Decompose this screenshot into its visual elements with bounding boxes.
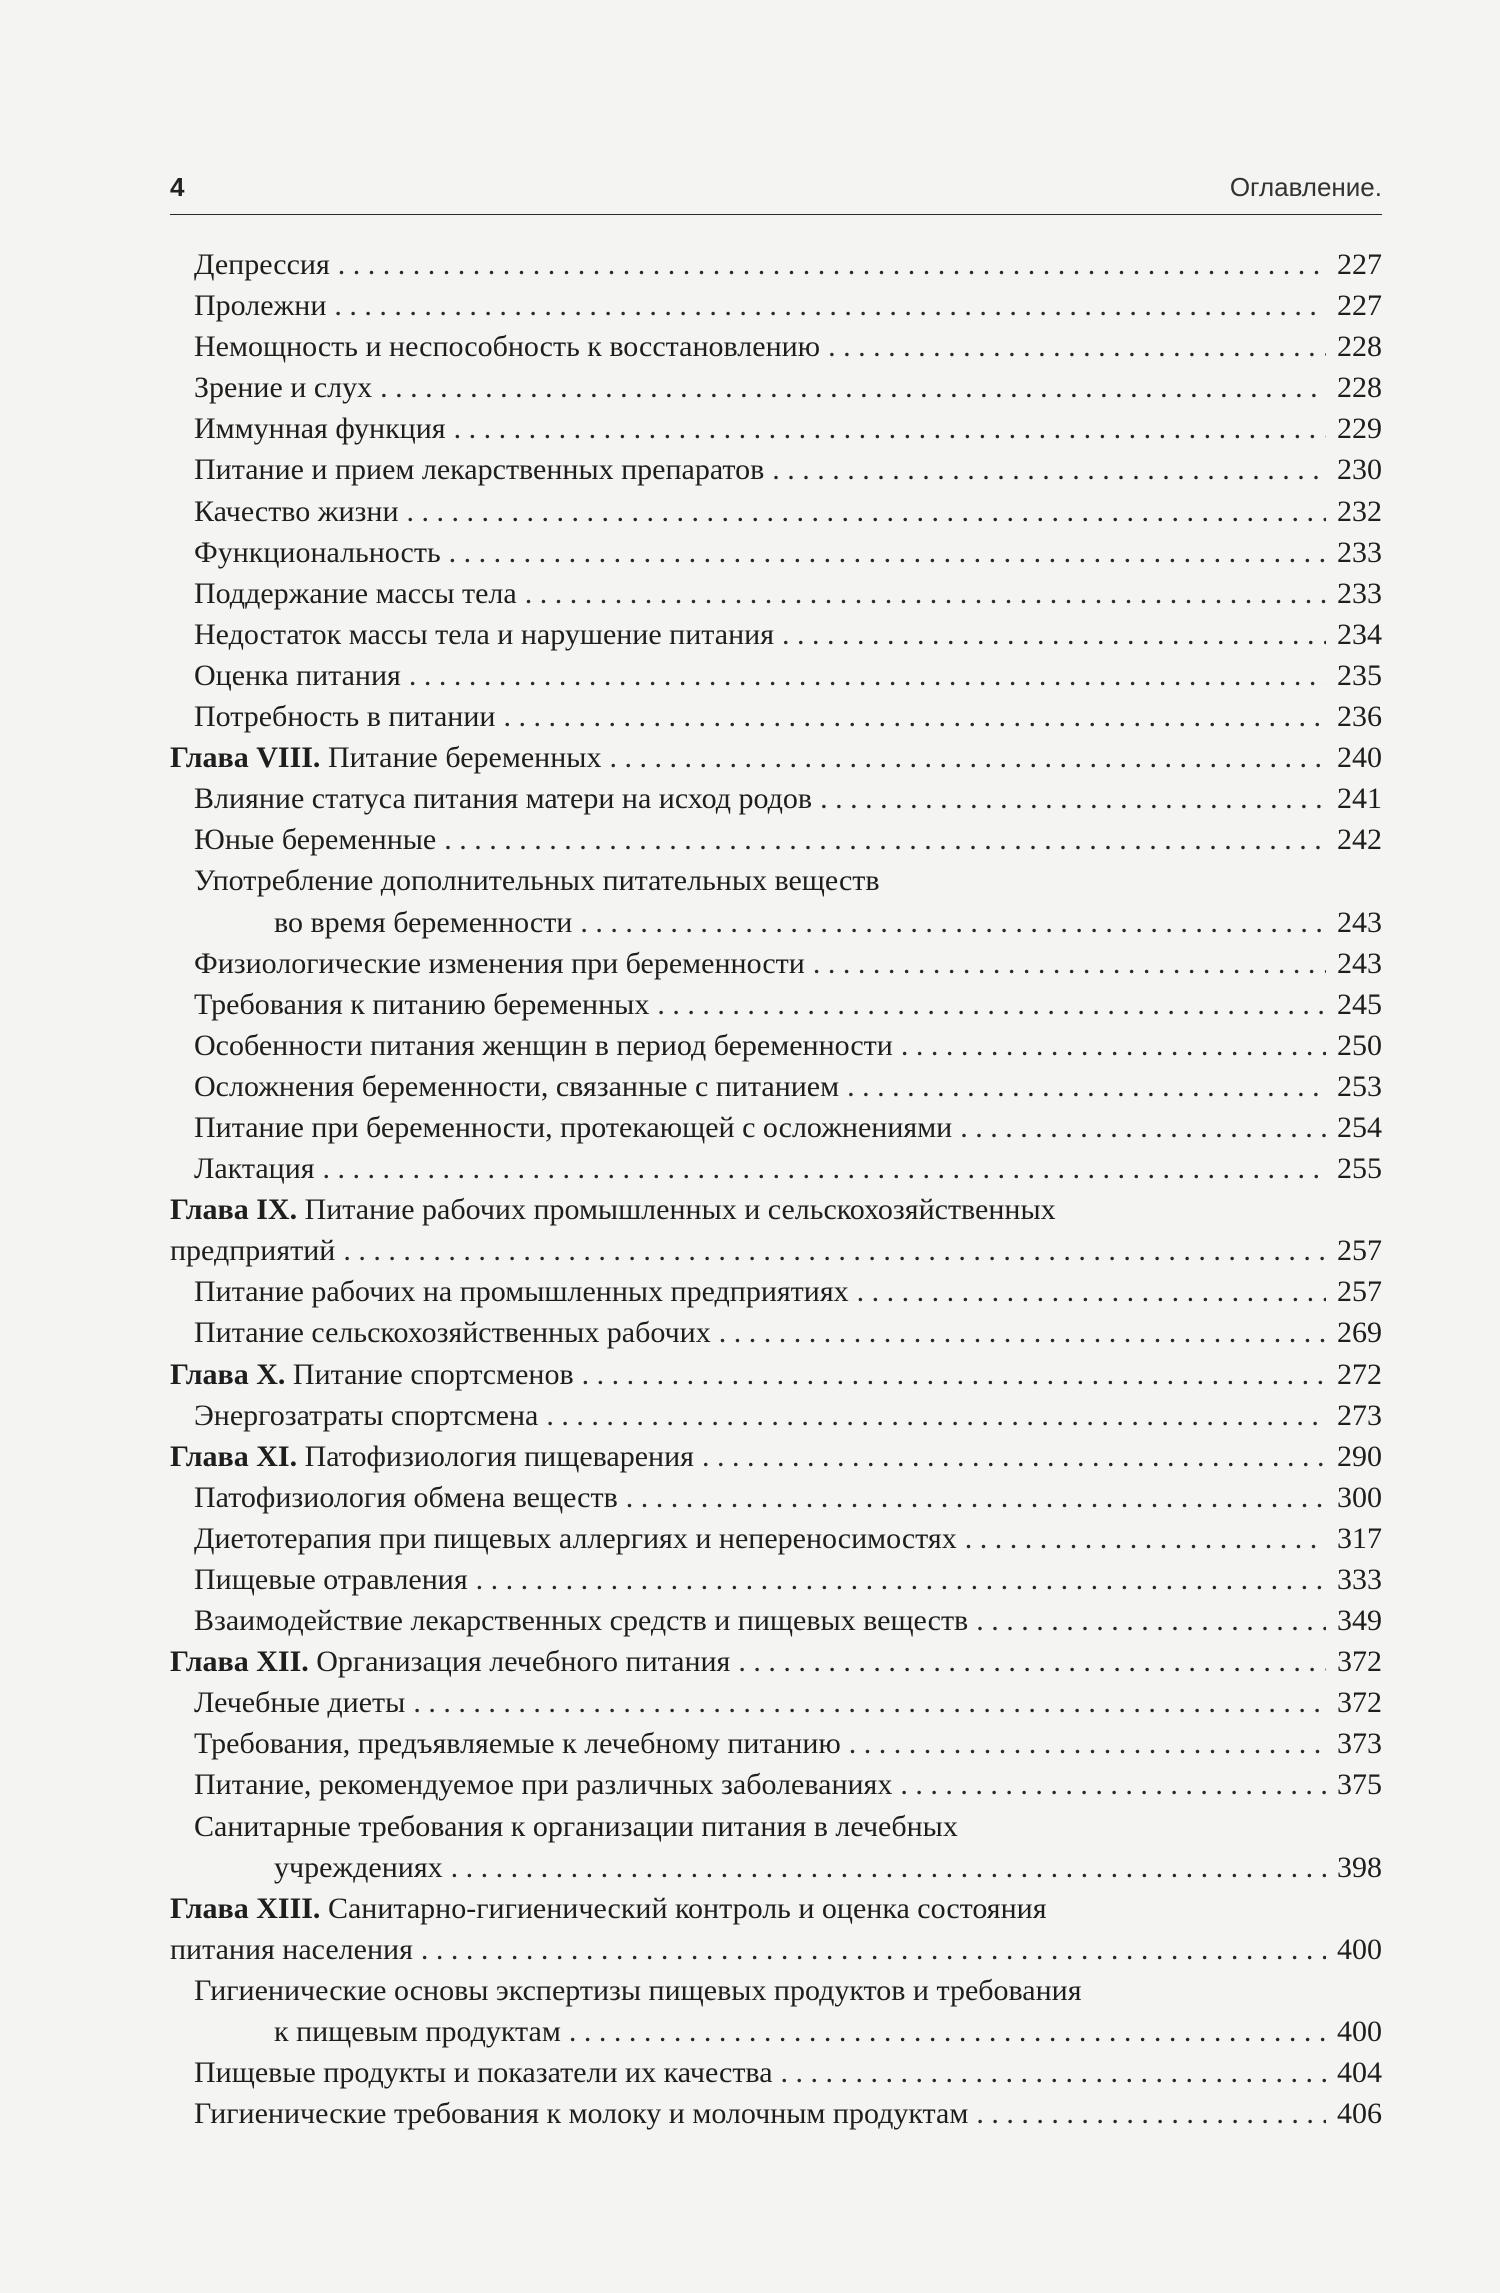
- dot-leader: [847, 1066, 1326, 1107]
- toc-section-entry: [170, 1764, 1382, 1805]
- dot-leader: [421, 1929, 1326, 1970]
- dot-leader: [338, 244, 1326, 285]
- entry-page-number: 406: [1337, 2097, 1382, 2131]
- dot-leader: [407, 491, 1326, 532]
- entry-title-text: Энергозатраты спортсмена: [194, 1398, 539, 1432]
- chapter-label: Глава VIII.: [170, 741, 321, 775]
- entry-title: [170, 1641, 730, 1682]
- chapter-label: Глава X.: [170, 1357, 286, 1391]
- dot-leader: [334, 285, 1326, 326]
- entry-page-number: 228: [1337, 371, 1382, 405]
- entry-title-text: Осложнения беременности, связанные с питанием: [194, 1069, 840, 1103]
- toc-section-entry: [170, 943, 1382, 984]
- entry-title: [194, 614, 774, 655]
- entry-title: [194, 1600, 968, 1641]
- entry-page-number: 400: [1337, 1932, 1382, 1966]
- entry-page-number: 290: [1337, 1439, 1382, 1473]
- dot-leader: [828, 326, 1326, 367]
- entry-title-text: Лечебные диеты: [194, 1686, 406, 1720]
- toc-chapter-entry: [170, 1436, 1382, 1477]
- entry-title-text: Патофизиология обмена веществ: [194, 1480, 618, 1514]
- entry-title-text: Иммунная функция: [194, 412, 446, 446]
- chapter-label: Глава XI.: [170, 1439, 298, 1473]
- toc-section-entry: [170, 860, 1382, 942]
- entry-title: [194, 1066, 839, 1107]
- toc-section-entry: [170, 1148, 1382, 1189]
- entry-title-text: Питание спортсменов: [292, 1357, 574, 1391]
- dot-leader: [444, 819, 1326, 860]
- entry-page-number: 233: [1337, 576, 1382, 610]
- entry-page-number: 373: [1337, 1727, 1382, 1761]
- entry-page-number: 372: [1337, 1686, 1382, 1720]
- entry-title-continuation: к пищевым продуктам: [274, 2015, 561, 2049]
- entry-title: [194, 532, 441, 573]
- toc-section-entry: [170, 1518, 1382, 1559]
- entry-title-text: Санитарно-гигиенический контроль и оценка состояния: [327, 1891, 1047, 1925]
- entry-title: [194, 1107, 952, 1148]
- entry-title: [194, 1148, 315, 1189]
- dot-leader: [965, 1518, 1326, 1559]
- entry-page-number: 375: [1337, 1768, 1382, 1802]
- entry-title-text: Пищевые отравления: [194, 1563, 468, 1596]
- entry-title: [194, 1723, 841, 1764]
- toc-chapter-entry: [170, 1189, 1382, 1271]
- entry-title-text: Питание при беременности, протекающей с осложнениями: [194, 1110, 953, 1144]
- page-number: 4: [170, 172, 185, 202]
- dot-leader: [702, 1436, 1326, 1477]
- entry-title: [194, 1559, 468, 1600]
- entry-title-text: Немощность и неспособность к восстановлению: [194, 330, 821, 364]
- dot-leader: [525, 573, 1326, 614]
- entry-title-text: Влияние статуса питания матери на исход родов: [194, 782, 813, 816]
- entry-title: [194, 408, 446, 449]
- dot-leader: [546, 1395, 1326, 1436]
- toc-section-entry: [170, 1477, 1382, 1518]
- entry-title: [194, 326, 820, 367]
- toc-section-entry: [170, 1559, 1382, 1600]
- dot-leader: [454, 408, 1326, 449]
- dot-leader: [781, 2052, 1326, 2093]
- entry-title-continuation: питания населения: [170, 1932, 413, 1966]
- entry-title: [194, 2052, 773, 2093]
- entry-title-text: Питание сельскохозяйственных рабочих: [194, 1316, 711, 1350]
- entry-title-text: Особенности питания женщин в период беременности: [194, 1028, 893, 1062]
- entry-title: [194, 1682, 405, 1723]
- entry-title: [194, 1395, 538, 1436]
- toc-chapter-entry: [170, 1641, 1382, 1682]
- entry-title-text: Питание рабочих на промышленных предприятиях: [194, 1275, 849, 1309]
- entry-page-number: 228: [1337, 330, 1382, 364]
- entry-title-continuation: во время беременности: [274, 905, 573, 939]
- dot-leader: [413, 1682, 1326, 1723]
- dot-leader: [582, 1354, 1326, 1395]
- entry-title-text: Питание беременных: [327, 741, 602, 775]
- entry-title: [194, 943, 805, 984]
- entry-title-text: Питание, рекомендуемое при различных заболеваниях: [194, 1768, 893, 1802]
- dot-leader: [451, 1847, 1326, 1888]
- dot-leader: [900, 1764, 1326, 1805]
- toc-section-entry: [170, 1271, 1382, 1312]
- toc-section-entry: [170, 532, 1382, 573]
- entry-page-number: 400: [1337, 2015, 1382, 2049]
- entry-title: [194, 1518, 957, 1559]
- entry-title-text: Качество жизни: [194, 494, 399, 528]
- entry-title: [194, 819, 436, 860]
- dot-leader: [849, 1723, 1326, 1764]
- entry-page-number: 243: [1337, 946, 1382, 980]
- toc-section-entry: [170, 1600, 1382, 1641]
- entry-title-text: Пролежни: [194, 289, 327, 323]
- dot-leader: [813, 943, 1326, 984]
- dot-leader: [609, 737, 1326, 778]
- entry-title: [194, 491, 399, 532]
- entry-title-text: Употребление дополнительных питательных веществ: [194, 864, 880, 898]
- entry-title-text: Физиологические изменения при беременности: [194, 946, 805, 980]
- entry-title: [194, 655, 401, 696]
- entry-page-number: 227: [1337, 248, 1382, 281]
- dot-leader: [960, 1107, 1326, 1148]
- entry-title-text: Зрение и слух: [194, 371, 373, 405]
- entry-title: [170, 1436, 694, 1477]
- toc-chapter-entry: [170, 1888, 1382, 1970]
- entry-page-number: 257: [1337, 1275, 1382, 1309]
- dot-leader: [719, 1312, 1326, 1353]
- entry-title: [194, 1271, 849, 1312]
- dot-leader: [343, 1230, 1326, 1271]
- entry-page-number: 269: [1337, 1316, 1382, 1350]
- running-title: Оглавление.: [1229, 172, 1382, 202]
- entry-title-text: Требования к питанию беременных: [194, 987, 650, 1021]
- entry-title-text: Депрессия: [194, 248, 330, 281]
- dot-leader: [772, 449, 1326, 490]
- toc-section-entry: [170, 408, 1382, 449]
- entry-title: [170, 1354, 574, 1395]
- entry-page-number: 317: [1337, 1521, 1382, 1555]
- dot-leader: [901, 1025, 1326, 1066]
- entry-page-number: 333: [1337, 1563, 1382, 1596]
- entry-title-text: Гигиенические основы экспертизы пищевых продуктов и требования: [194, 1973, 1082, 2007]
- entry-page-number: 245: [1337, 987, 1382, 1021]
- dot-leader: [626, 1477, 1326, 1518]
- entry-title-text: Оценка питания: [194, 658, 401, 692]
- dot-leader: [409, 655, 1326, 696]
- dot-leader: [976, 1600, 1326, 1641]
- dot-leader: [569, 2011, 1326, 2052]
- entry-title: [194, 1477, 618, 1518]
- entry-title: [194, 778, 812, 819]
- toc-section-entry: [170, 1312, 1382, 1353]
- toc-section-entry: [170, 1970, 1382, 2052]
- dot-leader: [380, 367, 1326, 408]
- toc-section-entry: [170, 1682, 1382, 1723]
- entry-page-number: 234: [1337, 617, 1382, 651]
- toc-section-entry: [170, 655, 1382, 696]
- toc-section-entry: [170, 2093, 1382, 2134]
- dot-leader: [820, 778, 1326, 819]
- dot-leader: [580, 902, 1326, 943]
- entry-page-number: 254: [1337, 1110, 1382, 1144]
- entry-title: [170, 737, 601, 778]
- toc-chapter-entry: [170, 737, 1382, 778]
- toc-section-entry: [170, 1107, 1382, 1148]
- toc-section-entry: [170, 1025, 1382, 1066]
- entry-title: [194, 367, 372, 408]
- table-of-contents: [170, 244, 1382, 2134]
- dot-leader: [449, 532, 1326, 573]
- entry-title: [194, 573, 517, 614]
- dot-leader: [857, 1271, 1326, 1312]
- toc-section-entry: [170, 984, 1382, 1025]
- entry-title-continuation: предприятий: [170, 1234, 336, 1268]
- entry-title: [194, 696, 495, 737]
- entry-title: [194, 1025, 893, 1066]
- toc-section-entry: [170, 696, 1382, 737]
- entry-page-number: 232: [1337, 494, 1382, 528]
- entry-page-number: 349: [1337, 1604, 1382, 1638]
- entry-title-continuation: учреждениях: [274, 1850, 443, 1884]
- entry-page-number: 227: [1337, 289, 1382, 323]
- entry-title: [194, 860, 880, 901]
- entry-title-text: Патофизиология пищеварения: [304, 1439, 694, 1473]
- toc-chapter-entry: [170, 1354, 1382, 1395]
- entry-title: [194, 984, 649, 1025]
- dot-leader: [782, 614, 1326, 655]
- entry-page-number: 253: [1337, 1069, 1382, 1103]
- entry-page-number: 229: [1337, 412, 1382, 446]
- toc-section-entry: [170, 614, 1382, 655]
- entry-title: [170, 1888, 1047, 1929]
- dot-leader: [323, 1148, 1326, 1189]
- entry-page-number: 242: [1337, 823, 1382, 857]
- entry-title-text: Гигиенические требования к молоку и молочным продуктам: [194, 2097, 969, 2131]
- entry-page-number: 243: [1337, 905, 1382, 939]
- entry-page-number: 398: [1337, 1850, 1382, 1884]
- entry-title-text: Лактация: [194, 1152, 315, 1186]
- chapter-label: Глава IX.: [170, 1193, 298, 1227]
- entry-page-number: 300: [1337, 1480, 1382, 1514]
- toc-section-entry: [170, 778, 1382, 819]
- entry-title-text: Диетотерапия при пищевых аллергиях и непереносимостях: [194, 1521, 957, 1555]
- entry-page-number: 372: [1337, 1645, 1382, 1679]
- running-header: [170, 170, 1382, 215]
- entry-title-text: Потребность в питании: [194, 700, 496, 734]
- entry-page-number: 230: [1337, 453, 1382, 487]
- entry-title-text: Требования, предъявляемые к лечебному питанию: [194, 1727, 841, 1761]
- dot-leader: [738, 1641, 1326, 1682]
- entry-title: [194, 1806, 958, 1847]
- entry-title: [194, 2093, 968, 2134]
- entry-page-number: 236: [1337, 700, 1382, 734]
- toc-section-entry: [170, 326, 1382, 367]
- entry-page-number: 250: [1337, 1028, 1382, 1062]
- toc-section-entry: [170, 244, 1382, 285]
- entry-title: [194, 285, 326, 326]
- entry-page-number: 273: [1337, 1398, 1382, 1432]
- dot-leader: [976, 2093, 1326, 2134]
- dot-leader: [657, 984, 1326, 1025]
- entry-title-text: Санитарные требования к организации питания в лечебных: [194, 1809, 958, 1843]
- entry-title-text: Поддержание массы тела: [194, 576, 517, 610]
- toc-section-entry: [170, 285, 1382, 326]
- entry-title-text: Организация лечебного питания: [316, 1645, 731, 1679]
- toc-section-entry: [170, 2052, 1382, 2093]
- toc-section-entry: [170, 1066, 1382, 1107]
- dot-leader: [476, 1559, 1326, 1600]
- entry-title-text: Пищевые продукты и показатели их качества: [194, 2056, 773, 2090]
- entry-page-number: 241: [1337, 782, 1382, 816]
- chapter-label: Глава XIII.: [170, 1891, 321, 1925]
- toc-section-entry: [170, 449, 1382, 490]
- entry-page-number: 257: [1337, 1234, 1382, 1268]
- entry-page-number: 235: [1337, 658, 1382, 692]
- entry-title: [194, 244, 330, 285]
- entry-title: [194, 1312, 711, 1353]
- entry-page-number: 272: [1337, 1357, 1382, 1391]
- entry-title-text: Питание и прием лекарственных препаратов: [194, 453, 765, 487]
- entry-page-number: 233: [1337, 535, 1382, 569]
- entry-title-text: Юные беременные: [194, 823, 437, 857]
- toc-section-entry: [170, 573, 1382, 614]
- entry-title-text: Недостаток массы тела и нарушение питания: [194, 617, 774, 651]
- entry-title-text: Взаимодействие лекарственных средств и пищевых веществ: [194, 1604, 969, 1638]
- dot-leader: [503, 696, 1326, 737]
- entry-page-number: 240: [1337, 741, 1382, 775]
- entry-title-text: Питание рабочих промышленных и сельскохозяйственных: [304, 1193, 1056, 1227]
- toc-section-entry: [170, 1395, 1382, 1436]
- toc-section-entry: [170, 1806, 1382, 1888]
- entry-page-number: 255: [1337, 1152, 1382, 1186]
- toc-section-entry: [170, 819, 1382, 860]
- entry-title: [194, 1764, 892, 1805]
- toc-section-entry: [170, 491, 1382, 532]
- entry-title: [170, 1189, 1056, 1230]
- toc-section-entry: [170, 1723, 1382, 1764]
- entry-title: [194, 1970, 1082, 2011]
- entry-title: [194, 449, 764, 490]
- entry-title-text: Функциональность: [194, 535, 441, 569]
- toc-section-entry: [170, 367, 1382, 408]
- chapter-label: Глава XII.: [170, 1645, 309, 1679]
- entry-page-number: 404: [1337, 2056, 1382, 2090]
